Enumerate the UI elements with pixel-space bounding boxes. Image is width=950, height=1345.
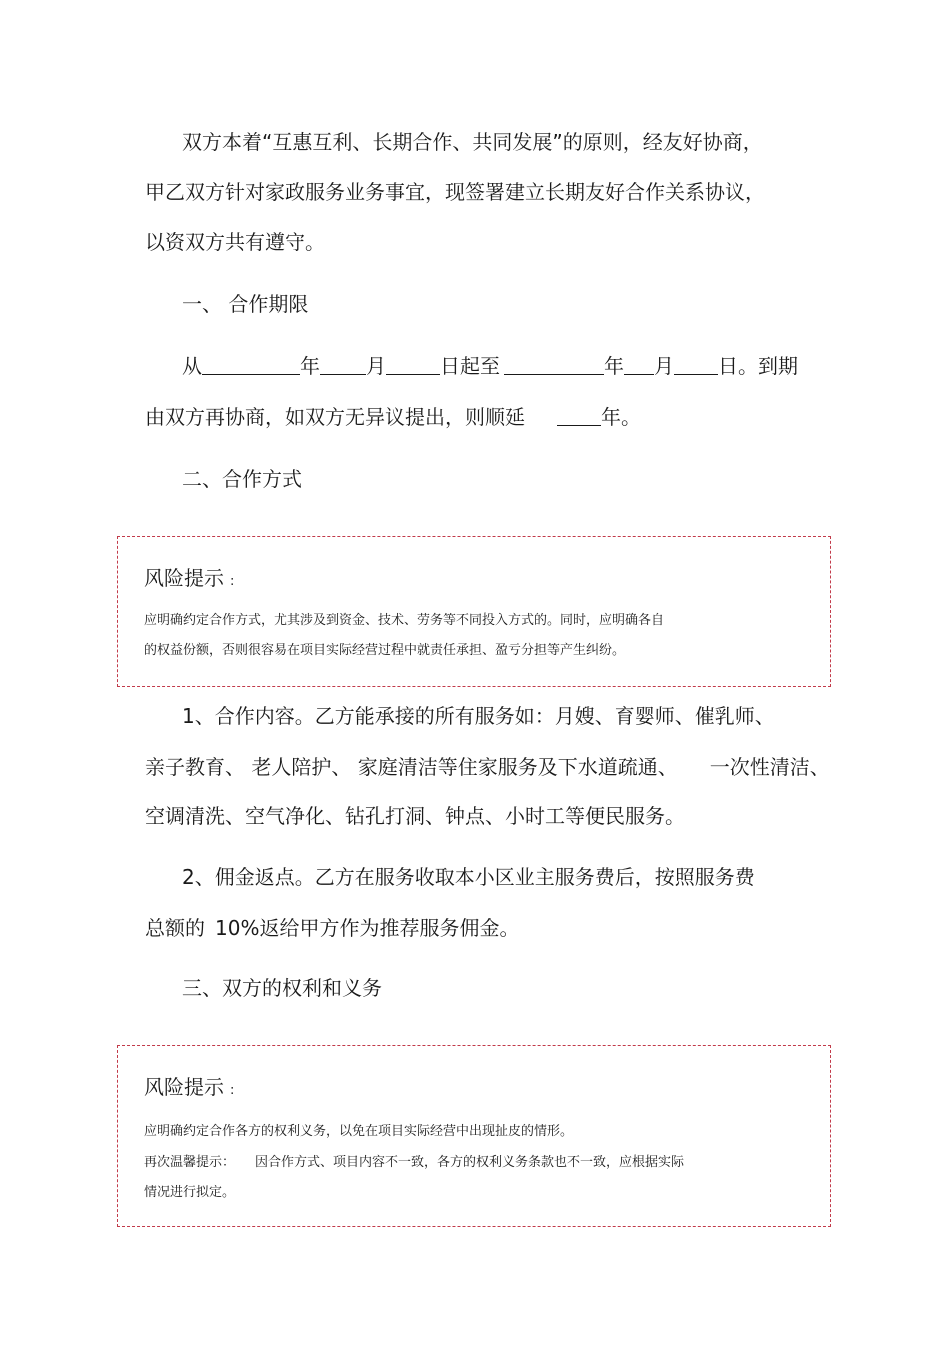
item1-line-2a: 亲子教育、 老人陪护、 家庭清洁等住家服务及下水道疏通、	[145, 755, 678, 779]
intro-line-2: 甲乙双方针对家政服务业务事宜，现签署建立长期友好合作关系协议，	[145, 180, 765, 204]
term-month-1: 月	[366, 354, 386, 378]
item2-line-1: 2、佣金返点。乙方在服务收取本小区业主服务费后，按照服务费	[182, 865, 755, 889]
item1-line-1: 1、合作内容。乙方能承接的所有服务如：月嫂、育婴师、催乳师、	[182, 704, 775, 728]
risk-notice-box-1	[117, 536, 831, 687]
renew-suffix: 年。	[601, 405, 641, 429]
item1-line-2b: 一次性清洁、	[709, 755, 830, 779]
risk-notice-box-2	[117, 1045, 831, 1227]
term-line	[182, 352, 798, 380]
commission-rate: 10%	[215, 916, 260, 940]
risk-notice-colon: :	[230, 1083, 235, 1098]
section-heading-term: 一、 合作期限	[182, 292, 309, 316]
term-day-2: 日。到期	[718, 354, 798, 378]
end-year-blank	[504, 354, 604, 375]
term-prefix: 从	[182, 354, 202, 378]
risk-notice-title	[144, 565, 234, 595]
section-heading-rights: 三、双方的权利和义务	[182, 976, 382, 1000]
renew-text: 由双方再协商，如双方无异议提出，则顺延	[145, 405, 525, 429]
start-month-blank	[320, 354, 366, 375]
risk-notice-line-1: 应明确约定合作方式，尤其涉及到资金、技术、劳务等不同投入方式的。同时，应明确各自	[144, 613, 665, 628]
item2-line-2c: 返给甲方作为推荐服务佣金。	[259, 916, 520, 940]
risk-notice-title-text: 风险提示	[144, 566, 224, 590]
start-year-blank	[202, 354, 300, 375]
risk-notice-title-text: 风险提示	[144, 1075, 224, 1099]
item1-line-2	[145, 753, 830, 781]
term-year-1: 年	[300, 354, 320, 378]
end-month-blank	[624, 354, 654, 375]
risk-notice-line-2a: 再次温馨提示：	[144, 1155, 236, 1170]
intro-line-3: 以资双方共有遵守。	[145, 230, 325, 254]
risk-notice-line-2b: 因合作方式、项目内容不一致，各方的权利义务条款也不一致，应根据实际	[255, 1155, 685, 1170]
renew-years-blank	[557, 405, 601, 426]
term-year-2: 年	[604, 354, 624, 378]
risk-notice-line-2: 的权益份额，否则很容易在项目实际经营过程中就责任承担、盈亏分担等产生纠纷。	[144, 643, 626, 658]
risk-notice-line-2	[144, 1154, 684, 1172]
risk-notice-colon: :	[230, 574, 235, 589]
end-day-blank	[674, 354, 718, 375]
renew-line	[145, 403, 641, 431]
term-month-2: 月	[654, 354, 674, 378]
start-day-blank	[386, 354, 440, 375]
item1-line-3: 空调清洗、空气净化、钻孔打洞、钟点、小时工等便民服务。	[145, 804, 685, 828]
item2-line-2a: 总额的	[145, 916, 205, 940]
risk-notice-line-3: 情况进行拟定。	[144, 1185, 236, 1200]
item2-line-2	[145, 914, 519, 942]
risk-notice-line-1: 应明确约定合作各方的权利义务，以免在项目实际经营中出现扯皮的情形。	[144, 1124, 574, 1139]
term-day-1: 日起至	[440, 354, 500, 378]
intro-line-1: 双方本着“互惠互利、长期合作、共同发展”的原则，经友好协商，	[182, 130, 763, 154]
section-heading-method: 二、合作方式	[182, 467, 302, 491]
risk-notice-title	[144, 1074, 234, 1104]
